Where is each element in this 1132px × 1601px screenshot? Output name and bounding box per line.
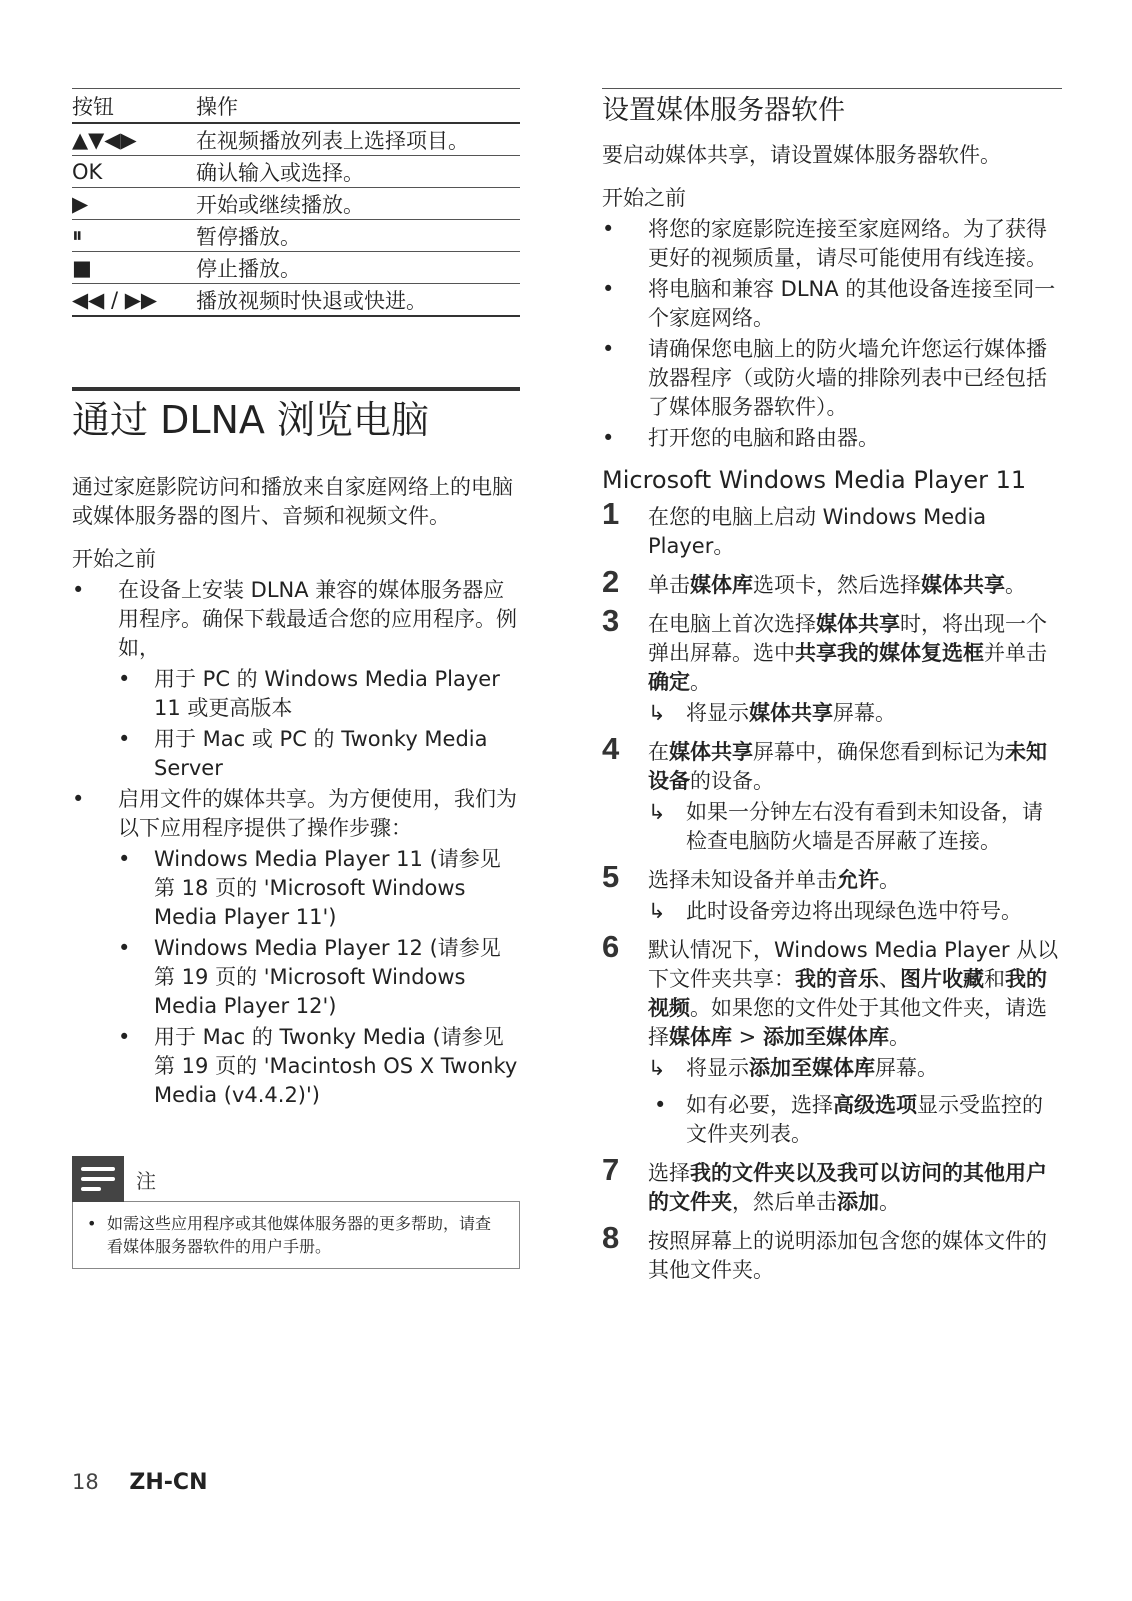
list-item [118,725,520,783]
note-body [72,1201,520,1269]
language-code: ZH-CN [129,1470,208,1495]
step-body [648,1159,1062,1217]
step-text: 和 [984,967,1005,991]
dlna-bullets [72,576,520,1110]
step-text: 选项卡，然后选择 [753,573,921,597]
step-item [602,496,1062,561]
step-item [602,1220,1062,1285]
left-column [72,88,520,1269]
server-intro: 要启动媒体共享，请设置媒体服务器软件。 [602,143,1001,167]
step-text: 。 [888,1025,910,1049]
bullet-text: 用于 Mac 的 Twonky Media (请参见第 19 页的 'Macintosh OS X Twonky Media (v4.4.2)') [154,1025,518,1107]
bullet-icon: • [72,578,85,602]
step-text: 单击 [648,573,690,597]
bullet-icon: • [72,787,85,811]
bullet-text: 打开您的电脑和路由器。 [648,426,879,450]
server-title: 设置媒体服务器软件 [602,95,845,126]
bullet-text: 用于 PC 的 Windows Media Player 11 或更高版本 [154,667,500,720]
step-text: 显示受监控的文件夹列表。 [686,1093,1043,1146]
note-box [72,1156,520,1269]
bullet-icon: • [118,847,131,871]
emphasized-text: 共享我的媒体复选框 [795,641,984,665]
bullet-text: 启用文件的媒体共享。为方便使用，我们为以下应用程序提供了操作步骤： [118,787,517,840]
right-column [602,88,1062,1295]
emphasized-text: 未知设备 [648,740,1047,793]
step-number: 3 [602,603,620,638]
bullet-icon: • [87,1214,97,1233]
step-text: 将显示 [686,701,749,725]
dlna-intro: 通过家庭影院访问和播放来自家庭网络上的电脑或媒体服务器的图片、音频和视频文件。 [72,475,513,528]
step-sub-bullet [648,1091,1062,1149]
step-item [602,731,1062,856]
step-number: 5 [602,859,620,894]
step-number: 6 [602,929,620,964]
emphasized-text: 媒体共享 [669,740,753,764]
bullet-icon: • [118,727,131,751]
bullet-icon: • [118,1025,131,1049]
pause-icon: ⏸ [72,220,196,252]
note-title: 注 [136,1168,156,1193]
step-text: 选择未知设备并单击 [648,868,837,892]
step-text: 在 [648,740,669,764]
step-result [648,699,1062,728]
step-body [648,610,1062,697]
key-action: 播放视频时快退或快进。 [196,284,520,317]
step-text: 。 [1005,573,1026,597]
list-item [602,424,1062,453]
step-text: 、 [879,967,900,991]
page-footer [72,1470,207,1495]
step-item [602,564,1062,600]
emphasized-text: 添加至媒体库 [762,1025,889,1049]
step-item [602,603,1062,728]
step-text: 。 [690,670,711,694]
bullet-text: 将电脑和兼容 DLNA 的其他设备连接至同一个家庭网络。 [648,277,1056,330]
step-text: 如果一分钟左右没有看到未知设备，请检查电脑防火墙是否屏蔽了连接。 [686,800,1043,853]
step-text: 。 [879,868,900,892]
bullet-text: 用于 Mac 或 PC 的 Twonky Media Server [154,727,488,780]
bullet-text: 请确保您电脑上的防火墙允许您运行媒体播放器程序（或防火墙的排除列表中已经包括了媒体服务器软件）。 [648,337,1047,419]
step-number: 7 [602,1152,620,1187]
step-body [648,503,1062,561]
header-button: 按钮 [72,89,196,124]
table-row [72,188,520,220]
key-action: 在视频播放列表上选择项目。 [196,123,520,156]
table-row [72,123,520,156]
key-action: 开始或继续播放。 [196,188,520,220]
key-ok: OK [72,156,196,188]
list-item [118,845,520,932]
step-body [648,866,1062,895]
stop-icon: ■ [72,252,196,284]
step-body [648,936,1062,1052]
key-table-header [72,89,520,124]
dlna-title: 通过 DLNA 浏览电脑 [72,387,520,443]
step-text: 按照屏幕上的说明添加包含您的媒体文件的其他文件夹。 [648,1229,1047,1282]
emphasized-text: 媒体库 [669,1025,732,1049]
step-result [648,798,1062,856]
key-action: 确认输入或选择。 [196,156,520,188]
step-text: 时，将出现一个弹出屏幕。选中 [648,612,1047,665]
emphasized-text: 高级选项 [833,1093,917,1117]
bullet-text: 将您的家庭影院连接至家庭网络。为了获得更好的视频质量，请尽可能使用有线连接。 [648,217,1047,270]
step-item [602,1152,1062,1217]
emphasized-text: 图片收藏 [900,967,984,991]
step-text: 默认情况下，Windows Media Player 从以下文件夹共享： [648,938,1059,991]
list-item [72,576,520,783]
emphasized-text: 媒体库 [690,573,753,597]
list-item [118,665,520,723]
step-text: 屏幕。 [833,701,896,725]
step-text: 在电脑上首次选择 [648,612,816,636]
emphasized-text: 我的文件夹以及我可以访问的其他用户的文件夹 [648,1161,1047,1214]
result-arrow-icon: ↳ [648,800,666,824]
list-item [602,275,1062,333]
step-text: 选择 [648,1161,690,1185]
dlna-before-label: 开始之前 [72,547,156,571]
step-number: 4 [602,731,620,766]
result-arrow-icon: ↳ [648,701,666,725]
server-before-label: 开始之前 [602,186,686,210]
table-row [72,284,520,317]
list-item [602,215,1062,273]
bullet-icon: • [118,936,131,960]
table-row [72,156,520,188]
bullet-icon: • [602,337,615,361]
bullet-icon: • [602,277,615,301]
header-action: 操作 [196,89,520,124]
step-result [648,897,1062,926]
bullet-text: Windows Media Player 11 (请参见第 18 页的 'Microsoft Windows Media Player 11') [154,847,501,929]
bullet-text: 在设备上安装 DLNA 兼容的媒体服务器应用程序。确保下载最适合您的应用程序。例如， [118,578,517,660]
step-number: 8 [602,1220,620,1255]
key-action: 停止播放。 [196,252,520,284]
step-text: > [732,1025,763,1049]
wmp-title: Microsoft Windows Media Player 11 [602,466,1027,494]
emphasized-text: 确定 [648,670,690,694]
bullet-icon: • [118,667,131,691]
list-item [602,335,1062,422]
emphasized-text: 允许 [837,868,879,892]
key-navigation: ▲▼◀▶ [72,123,196,156]
list-item [118,934,520,1021]
step-text: 的设备。 [690,769,774,793]
step-body [648,571,1062,600]
bullet-text: Windows Media Player 12 (请参见第 19 页的 'Microsoft Windows Media Player 12') [154,936,501,1018]
step-text: 屏幕。 [875,1056,938,1080]
list-item [72,785,520,1110]
note-icon [72,1156,124,1202]
key-table [72,88,520,317]
step-text: ，然后单击 [732,1190,837,1214]
table-row [72,252,520,284]
key-action: 暂停播放。 [196,220,520,252]
emphasized-text: 我的音乐 [795,967,879,991]
step-item [602,929,1062,1149]
server-bullets [602,215,1062,453]
step-number: 2 [602,564,620,599]
bullet-icon: • [602,217,615,241]
step-item [602,859,1062,926]
step-text: 并单击 [984,641,1047,665]
step-text: 。 [879,1190,900,1214]
list-item [118,1023,520,1110]
step-text: 此时设备旁边将出现绿色选中符号。 [686,899,1022,923]
table-row [72,220,520,252]
bullet-icon: • [602,426,615,450]
emphasized-text: 媒体共享 [816,612,900,636]
result-arrow-icon: ↳ [648,899,666,923]
step-text: 屏幕中，确保您看到标记为 [753,740,1005,764]
note-text: 如需这些应用程序或其他媒体服务器的更多帮助，请查看媒体服务器软件的用户手册。 [107,1214,492,1256]
divider [602,88,1062,89]
step-body [648,1227,1062,1285]
bullet-icon: • [654,1093,667,1117]
result-arrow-icon: ↳ [648,1056,666,1080]
step-result [648,1054,1062,1083]
steps-list [602,496,1062,1285]
step-number: 1 [602,496,620,531]
emphasized-text: 媒体共享 [749,701,833,725]
step-text: 。如果您的文件处于其他文件夹，请选择 [648,996,1047,1049]
step-text: 如有必要，选择 [686,1093,833,1117]
step-body [648,738,1062,796]
emphasized-text: 我的视频 [648,967,1047,1020]
rewind-forward-icon: ◀◀ / ▶▶ [72,284,196,317]
step-text: 在您的电脑上启动 Windows Media Player。 [648,505,987,558]
page-number: 18 [72,1470,99,1494]
emphasized-text: 添加 [837,1190,879,1214]
emphasized-text: 添加至媒体库 [749,1056,875,1080]
emphasized-text: 媒体共享 [921,573,1005,597]
step-text: 将显示 [686,1056,749,1080]
play-icon: ▶ [72,188,196,220]
